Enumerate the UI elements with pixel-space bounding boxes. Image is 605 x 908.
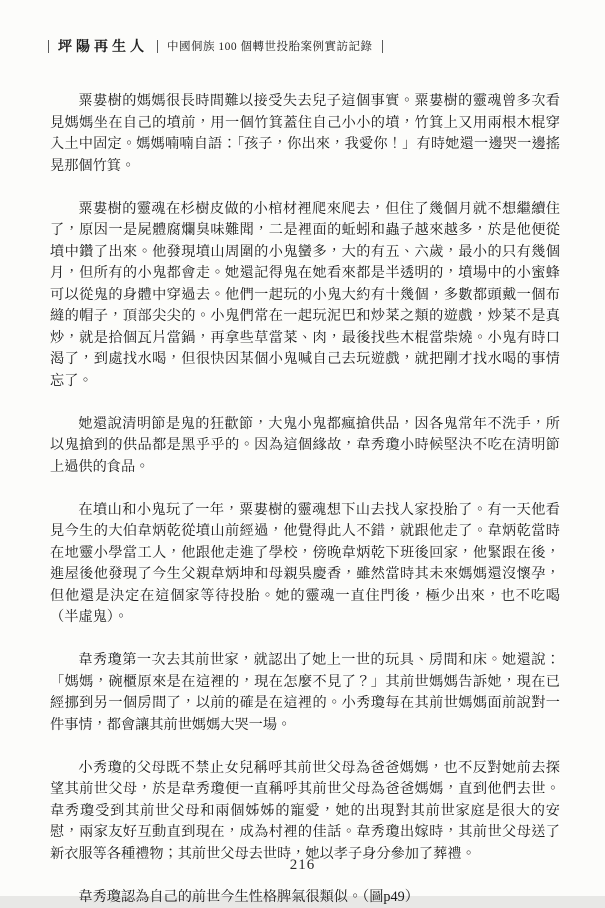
header-divider	[48, 40, 49, 53]
page-number: 216	[290, 857, 316, 873]
paragraph-coffin-ghost-children: 粟婁樹的靈魂在杉樹皮做的小棺材裡爬來爬去，但住了幾個月就不想繼續住了，原因一是屍體腐爛臭味難聞，二是裡面的蚯蚓和蟲子越來越多，於是他便從墳中鑽了出來。他發現墳山周圍的小鬼蠻多，大的有五、六歲，最小的只有幾個月，但所有的小鬼都會走。她還記得鬼在她看來都是半透明的，墳場中的小蜜蜂可以從鬼的身體中穿過去。他們一起玩的小鬼大約有十幾個，多數都頭戴一個布縫的帽子，頂部尖尖的。小鬼們常在一起玩泥巴和炒菜之類的遊戲，炒菜不是真炒，就是拾個瓦片當鍋，再拿些草當菜、肉，最後找些木棍當柴燒。小鬼有時口渴了，到處找水喝，但很快因某個小鬼喊自己去玩遊戲，就把剛才找水喝的事情忘了。	[50, 199, 560, 393]
paragraph-qingming-festival: 她還說清明節是鬼的狂歡節，大鬼小鬼都瘋搶供品，因各鬼常年不洗手，所以鬼搶到的供品都是黑乎乎的。因為這個緣故，韋秀瓊小時候堅決不吃在清明節上過供的食品。	[50, 414, 560, 479]
book-subtitle: 中國侗族 100 個轉世投胎案例實訪記錄	[167, 38, 373, 54]
header-divider	[157, 40, 158, 53]
book-title: 坪陽再生人	[58, 36, 148, 56]
paragraph-mother-grief: 粟婁樹的媽媽很長時間難以接受失去兒子這個事實。粟婁樹的靈魂曾多次看見媽媽坐在自己的墳前，用一個竹箕蓋住自己小小的墳，竹箕上又用兩根木棍穿入土中固定。媽媽喃喃自語：「孩子，你出來，我愛你！」有時她還一邊哭一邊搖晃那個竹箕。	[50, 91, 560, 177]
paragraph-personality-similarity: 韋秀瓊認為自己的前世今生性格脾氣很類似。（圖p49）	[50, 887, 560, 908]
page-body	[50, 91, 560, 908]
paragraph-first-visit-previous-home: 韋秀瓊第一次去其前世家，就認出了她上一世的玩具、房間和床。她還說：「媽媽，碗櫃原來是在這裡的，現在怎麼不見了？」其前世媽媽告訴她，現在已經挪到另一個房間了，以前的確是在這裡的。小秀瓊每在其前世媽媽面前說對一件事情，都會讓其前世媽媽大哭一場。	[50, 650, 560, 736]
paragraph-finding-new-family: 在墳山和小鬼玩了一年，粟婁樹的靈魂想下山去找人家投胎了。有一天他看見今生的大伯韋炳乾從墳山前經過，他覺得此人不錯，就跟他走了。韋炳乾當時在地靈小學當工人，他跟他走進了學校，傍晚韋炳乾下班後回家，他緊跟在後，進屋後他發現了今生父親韋炳坤和母親吳慶香，雖然當時其未來媽媽還沒懷孕，但他還是決定在這個家等待投胎。她的靈魂一直住門後，極少出來，也不吃喝（半虛鬼）。	[50, 500, 560, 629]
page-header	[48, 36, 383, 56]
page-footer	[0, 856, 605, 874]
paragraph-two-families-relationship: 小秀瓊的父母既不禁止女兒稱呼其前世父母為爸爸媽媽，也不反對她前去探望其前世父母，於是韋秀瓊便一直稱呼其前世父母為爸爸媽媽，直到他們去世。韋秀瓊受到其前世父母和兩個姊姊的寵愛，她的出現對其前世家庭是很大的安慰，兩家友好互動直到現在，成為村裡的佳話。韋秀瓊出嫁時，其前世父母送了新衣服等各種禮物；其前世父母去世時，她以孝子身分參加了葬禮。	[50, 758, 560, 866]
header-divider	[382, 40, 383, 53]
